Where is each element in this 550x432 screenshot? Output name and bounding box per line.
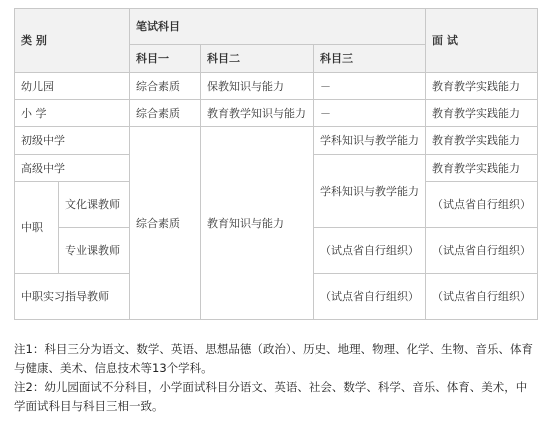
specialty-interview: （试点省自行组织）: [426, 228, 538, 274]
primary-s1: 综合素质: [130, 100, 201, 127]
header-category: 类 别: [15, 9, 130, 73]
header-written: 笔试科目: [130, 9, 426, 45]
note-1: 注1：科目三分为语文、数学、英语、思想品德（政治）、历史、地理、物理、化学、生物、音乐、体育与健康、美术、信息技术等13个学科。: [14, 342, 534, 375]
primary-s3: －: [314, 100, 426, 127]
kindergarten-s1: 综合素质: [130, 73, 201, 100]
row-label-senior: 高级中学: [15, 155, 130, 182]
row-label-intern: 中职实习指导教师: [15, 274, 130, 320]
header-subject1: 科目一: [130, 45, 201, 73]
row-label-junior: 初级中学: [15, 127, 130, 155]
header-subject3: 科目三: [314, 45, 426, 73]
senior-interview: 教育教学实践能力: [426, 155, 538, 182]
intern-s3: （试点省自行组织）: [314, 274, 426, 320]
kindergarten-interview: 教育教学实践能力: [426, 73, 538, 100]
junior-s3: 学科知识与教学能力: [314, 127, 426, 155]
footnotes: [14, 340, 536, 416]
exam-subjects-table: [14, 8, 538, 320]
note-2: 注2：幼儿园面试不分科目，小学面试科目分语文、英语、社会、数学、科学、音乐、体育、美术，中学面试科目与科目三相一致。: [14, 380, 528, 413]
kindergarten-s2: 保教知识与能力: [201, 73, 314, 100]
junior-interview: 教育教学实践能力: [426, 127, 538, 155]
header-subject2: 科目二: [201, 45, 314, 73]
header-interview: 面 试: [426, 9, 538, 73]
primary-interview: 教育教学实践能力: [426, 100, 538, 127]
row-label-vocational: 中职: [15, 182, 59, 274]
shared-s1: 综合素质: [130, 127, 201, 320]
shared-s2: 教育知识与能力: [201, 127, 314, 320]
culture-interview: （试点省自行组织）: [426, 182, 538, 228]
primary-s2: 教育教学知识与能力: [201, 100, 314, 127]
row-label-primary: 小 学: [15, 100, 130, 127]
kindergarten-s3: －: [314, 73, 426, 100]
senior-culture-s3: 学科知识与教学能力: [314, 155, 426, 228]
specialty-s3: （试点省自行组织）: [314, 228, 426, 274]
row-label-kindergarten: 幼儿园: [15, 73, 130, 100]
culture-teacher-label: 文化课教师: [59, 182, 130, 228]
specialty-teacher-label: 专业课教师: [59, 228, 130, 274]
intern-interview: （试点省自行组织）: [426, 274, 538, 320]
